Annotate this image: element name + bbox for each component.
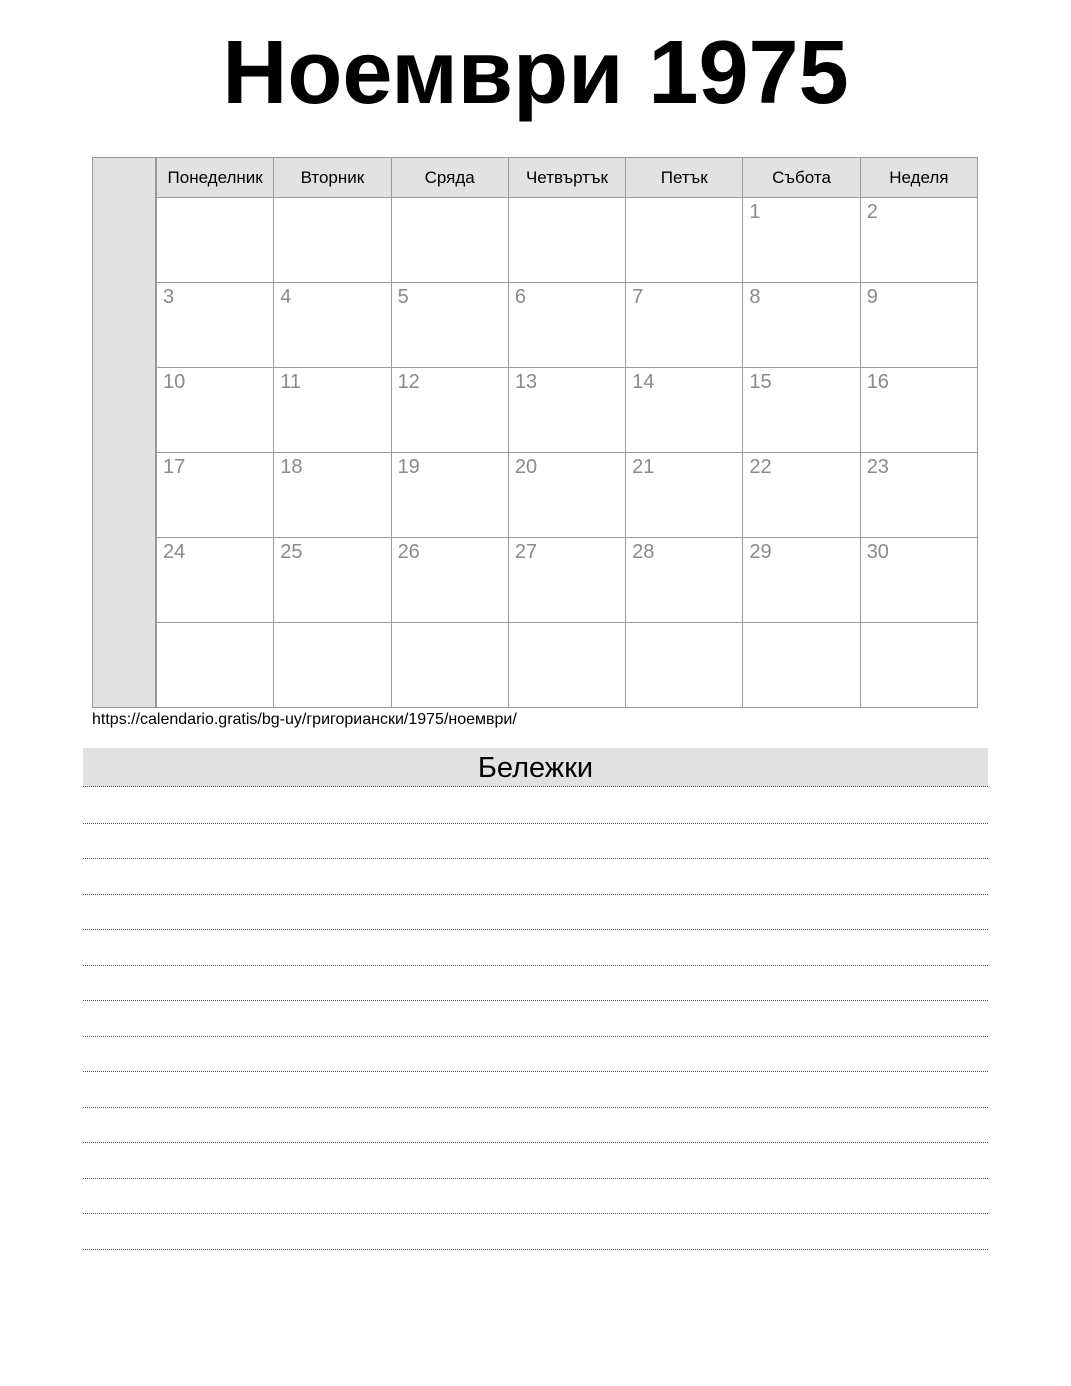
weekday-header: Четвъртък <box>508 158 625 198</box>
day-cell: 10 <box>157 368 274 453</box>
day-cell <box>391 198 508 283</box>
note-line <box>83 1143 988 1179</box>
day-cell: 24 <box>157 538 274 623</box>
day-cell: 22 <box>743 453 860 538</box>
note-line <box>83 895 988 931</box>
notes-title: Бележки <box>477 752 594 784</box>
day-cell <box>626 198 743 283</box>
day-cell <box>860 623 977 708</box>
day-cell: 1 <box>743 198 860 283</box>
day-cell: 20 <box>508 453 625 538</box>
weekday-header-row <box>157 158 978 198</box>
note-line <box>83 1072 988 1108</box>
day-cell <box>157 623 274 708</box>
day-cell: 16 <box>860 368 977 453</box>
day-cell: 13 <box>508 368 625 453</box>
day-cell <box>157 198 274 283</box>
day-cell: 28 <box>626 538 743 623</box>
calendar <box>92 157 978 708</box>
day-cell: 9 <box>860 283 977 368</box>
notes-header <box>83 748 988 787</box>
day-cell: 3 <box>157 283 274 368</box>
day-cell <box>743 623 860 708</box>
day-cell: 12 <box>391 368 508 453</box>
day-cell: 15 <box>743 368 860 453</box>
week-row <box>157 283 978 368</box>
note-line <box>83 930 988 966</box>
day-cell <box>508 198 625 283</box>
day-cell <box>274 198 391 283</box>
day-cell: 25 <box>274 538 391 623</box>
day-cell: 30 <box>860 538 977 623</box>
calendar-table <box>156 157 978 708</box>
note-line <box>83 1108 988 1144</box>
note-line <box>83 1037 988 1073</box>
day-cell: 26 <box>391 538 508 623</box>
weekday-header: Неделя <box>860 158 977 198</box>
day-cell <box>391 623 508 708</box>
day-cell: 5 <box>391 283 508 368</box>
week-row <box>157 198 978 283</box>
note-line <box>83 859 988 895</box>
week-row <box>157 368 978 453</box>
day-cell: 17 <box>157 453 274 538</box>
page-title: Ноември 1975 <box>222 23 849 123</box>
day-cell: 18 <box>274 453 391 538</box>
day-cell <box>508 623 625 708</box>
week-row <box>157 538 978 623</box>
day-cell: 21 <box>626 453 743 538</box>
day-cell: 2 <box>860 198 977 283</box>
day-cell: 19 <box>391 453 508 538</box>
weekday-header: Петък <box>626 158 743 198</box>
week-row <box>157 453 978 538</box>
notes-lines <box>83 788 988 1250</box>
week-row <box>157 623 978 708</box>
weekday-header: Понеделник <box>157 158 274 198</box>
source-url: https://calendario.gratis/bg-uy/григориански/1975/ноември/ <box>92 711 517 728</box>
day-cell: 27 <box>508 538 625 623</box>
note-line <box>83 1214 988 1250</box>
day-cell: 6 <box>508 283 625 368</box>
day-cell: 29 <box>743 538 860 623</box>
note-line <box>83 788 988 824</box>
note-line <box>83 1001 988 1037</box>
weekday-header: Събота <box>743 158 860 198</box>
day-cell: 11 <box>274 368 391 453</box>
day-cell: 4 <box>274 283 391 368</box>
day-cell <box>274 623 391 708</box>
day-cell <box>626 623 743 708</box>
weekday-header: Сряда <box>391 158 508 198</box>
note-line <box>83 966 988 1002</box>
day-cell: 14 <box>626 368 743 453</box>
note-line <box>83 824 988 860</box>
day-cell: 8 <box>743 283 860 368</box>
calendar-side-strip <box>92 157 156 708</box>
day-cell: 23 <box>860 453 977 538</box>
weekday-header: Вторник <box>274 158 391 198</box>
day-cell: 7 <box>626 283 743 368</box>
note-line <box>83 1179 988 1215</box>
